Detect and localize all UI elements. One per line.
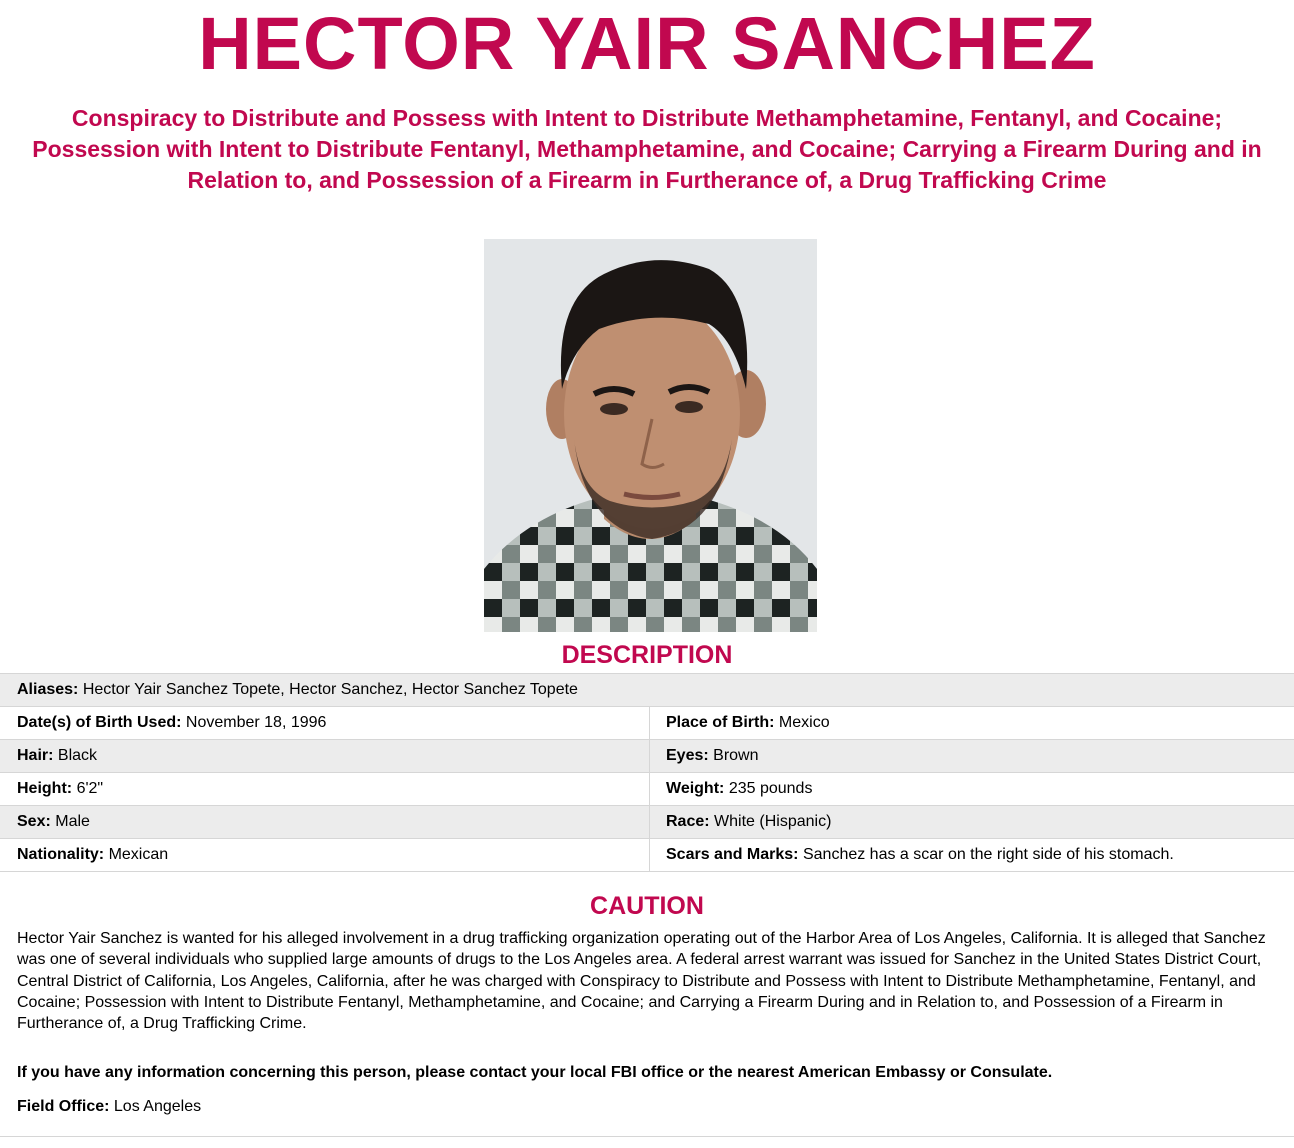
aliases-label: Aliases:	[17, 681, 79, 698]
table-row	[0, 740, 1294, 773]
charges-text: Conspiracy to Distribute and Possess with Intent to Distribute Methamphetamine, Fentanyl, and Cocaine; Possession with Intent to Distribute Fentanyl, Methamphetamine, and Cocaine; Carrying a Firearm During and in Relation to, and Possession of a Firearm in Furtherance of, a Drug Trafficking Crime	[32, 105, 1262, 193]
weight-value: 235 pounds	[728, 780, 813, 797]
scars-value: Sanchez has a scar on the right side of his stomach.	[802, 846, 1174, 863]
subject-photo	[484, 239, 817, 632]
description-heading: DESCRIPTION	[561, 641, 733, 669]
sex-label: Sex:	[17, 813, 51, 830]
dob-value: November 18, 1996	[185, 714, 327, 731]
weight-label: Weight:	[666, 780, 725, 797]
field-office-label: Field Office:	[17, 1098, 110, 1115]
hair-value: Black	[57, 747, 98, 764]
contact-notice: If you have any information concerning this person, please contact your local FBI office or the nearest American Embassy or Consulate.	[17, 1064, 1053, 1081]
height-cell	[0, 773, 650, 805]
table-row	[0, 773, 1294, 806]
nationality-value: Mexican	[108, 846, 169, 863]
aliases-cell	[0, 674, 1294, 706]
subject-photo-illustration	[484, 239, 817, 632]
race-cell	[650, 806, 1294, 838]
race-label: Race:	[666, 813, 710, 830]
eyes-cell	[650, 740, 1294, 772]
nationality-label: Nationality:	[17, 846, 105, 863]
hair-cell	[0, 740, 650, 772]
aliases-value: Hector Yair Sanchez Topete, Hector Sanchez, Hector Sanchez Topete	[82, 681, 578, 698]
scars-cell	[650, 839, 1294, 871]
place-of-birth-label: Place of Birth:	[666, 714, 775, 731]
weight-cell	[650, 773, 1294, 805]
scars-label: Scars and Marks:	[666, 846, 799, 863]
race-value: White (Hispanic)	[714, 813, 832, 830]
sex-value: Male	[55, 813, 90, 830]
sex-cell	[0, 806, 650, 838]
table-row	[0, 806, 1294, 839]
caution-heading: CAUTION	[590, 892, 704, 920]
nationality-cell	[0, 839, 650, 871]
dob-cell	[0, 707, 650, 739]
table-row	[0, 707, 1294, 740]
height-value: 6'2"	[76, 780, 104, 797]
hair-label: Hair:	[17, 747, 54, 764]
place-of-birth-value: Mexico	[778, 714, 830, 731]
table-row	[0, 674, 1294, 707]
description-table	[0, 673, 1294, 872]
subject-name: HECTOR YAIR SANCHEZ	[198, 2, 1096, 85]
field-office	[17, 1096, 1279, 1118]
height-label: Height:	[17, 780, 73, 797]
eyes-value: Brown	[713, 747, 759, 764]
place-of-birth-cell	[650, 707, 1294, 739]
dob-label: Date(s) of Birth Used:	[17, 714, 182, 731]
caution-text: Hector Yair Sanchez is wanted for his alleged involvement in a drug trafficking organization operating out of the Harbor Area of Los Angeles, California. It is alleged that Sanchez was one of several individuals who supplied large amounts of drugs to the Los Angeles area. A federal arrest warrant was issued for Sanchez in the United States District Court, Central District of California, Los Angeles, California, after he was charged with Conspiracy to Distribute and Possess with Intent to Distribute Methamphetamine, Fentanyl, and Cocaine; Possession with Intent to Distribute Fentanyl, Methamphetamine, and Cocaine; and Carrying a Firearm During and in Relation to, and Possession of a Firearm in Furtherance of, a Drug Trafficking Crime.	[17, 930, 1266, 1033]
field-office-value: Los Angeles	[113, 1098, 202, 1115]
eyes-label: Eyes:	[666, 747, 709, 764]
